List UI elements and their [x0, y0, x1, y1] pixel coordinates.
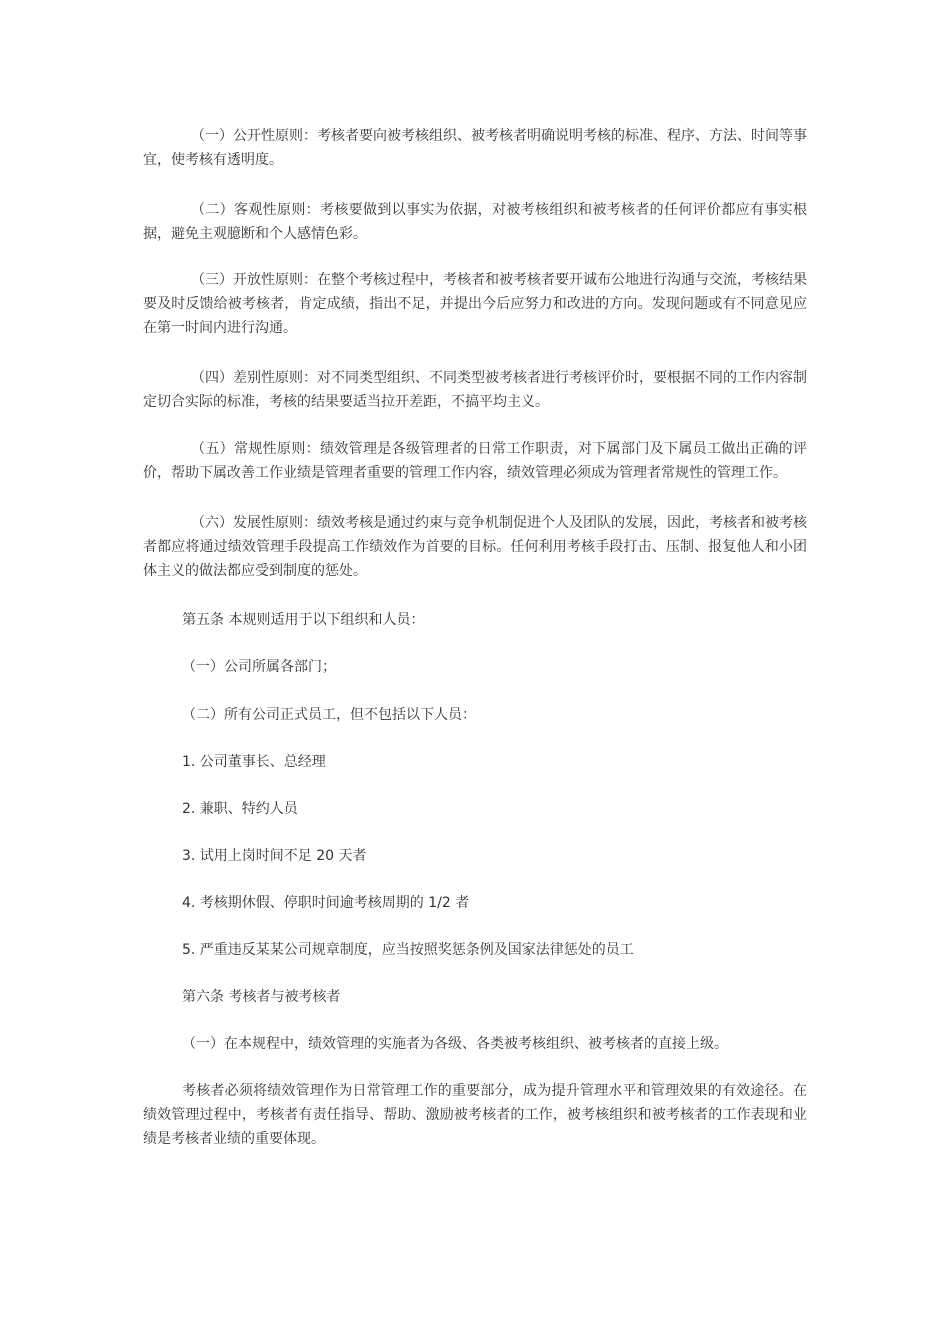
principle-openness-communication: （三）开放性原则：在整个考核过程中，考核者和被考核者要开诚布公地进行沟通与交流，考核结果要及时反馈给被考核者，肯定成绩，指出不足，并提出今后应努力和改进的方向。发现问题或有不同意见应在第一时间内进行沟通。 [143, 272, 807, 336]
article-six-heading: 第六条 考核者与被考核者 [182, 989, 341, 1005]
principle-differentiation: （四）差别性原则：对不同类型组织、不同类型被考核者进行考核评价时，要根据不同的工作内容制定切合实际的标准，考核的结果要适当拉开差距，不搞平均主义。 [143, 370, 807, 410]
principle-regularity: （五）常规性原则：绩效管理是各级管理者的日常工作职责，对下属部门及下属员工做出正确的评价，帮助下属改善工作业绩是管理者重要的管理工作内容，绩效管理必须成为管理者常规性的管理工作。 [143, 441, 807, 481]
exclusion-item-3: 3. 试用上岗时间不足 20 天者 [182, 848, 367, 864]
scope-item-departments: （一）公司所属各部门； [182, 659, 336, 675]
exclusion-item-4: 4. 考核期休假、停职时间逾考核周期的 1/2 者 [182, 895, 470, 911]
principle-openness: （一）公开性原则：考核者要向被考核组织、被考核者明确说明考核的标准、程序、方法、时间等事宜，使考核有透明度。 [143, 128, 807, 168]
article-six-item-1: （一）在本规程中，绩效管理的实施者为各级、各类被考核组织、被考核者的直接上级。 [182, 1036, 728, 1052]
article-five-heading: 第五条 本规则适用于以下组织和人员： [182, 612, 425, 628]
principle-development: （六）发展性原则：绩效考核是通过约束与竞争机制促进个人及团队的发展，因此，考核者和被考核者都应将通过绩效管理手段提高工作绩效作为首要的目标。任何利用考核手段打击、压制、报复他人和小团体主义的做法都应受到制度的惩处。 [143, 515, 807, 579]
exclusion-item-5: 5. 严重违反某某公司规章制度，应当按照奖惩条例及国家法律惩处的员工 [182, 942, 634, 958]
closing-paragraph: 考核者必须将绩效管理作为日常管理工作的重要部分，成为提升管理水平和管理效果的有效途径。在绩效管理过程中，考核者有责任指导、帮助、激励被考核者的工作，被考核组织和被考核者的工作表现和业绩是考核者业绩的重要体现。 [143, 1083, 807, 1147]
scope-item-employees: （二）所有公司正式员工，但不包括以下人员： [182, 707, 476, 723]
exclusion-item-1: 1. 公司董事长、总经理 [182, 754, 326, 770]
principle-objectivity: （二）客观性原则：考核要做到以事实为依据，对被考核组织和被考核者的任何评价都应有事实根据，避免主观臆断和个人感情色彩。 [143, 202, 807, 242]
exclusion-item-2: 2. 兼职、特约人员 [182, 801, 298, 817]
